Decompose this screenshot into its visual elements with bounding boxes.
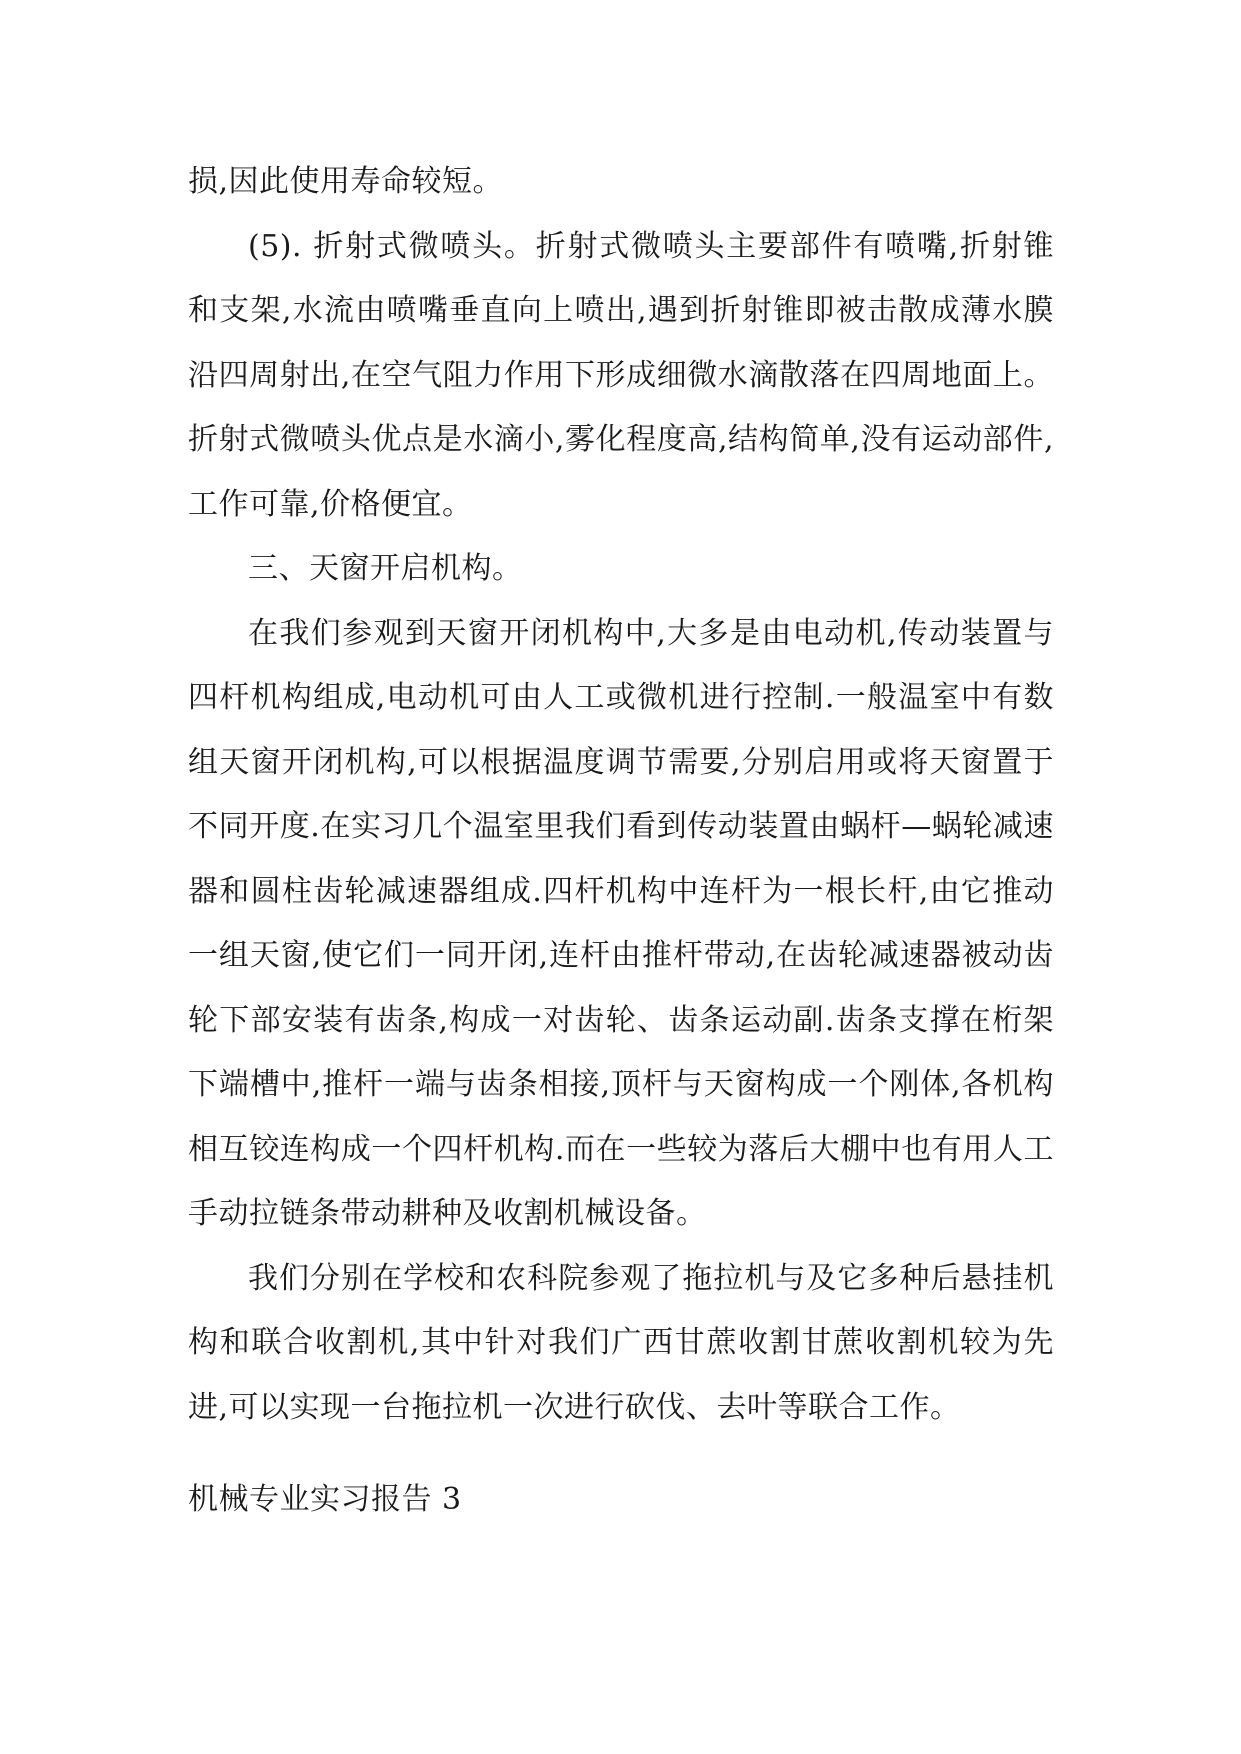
document-body bbox=[188, 150, 1054, 1440]
paragraph-refraction-sprinkler: (5). 折射式微喷头。折射式微喷头主要部件有喷嘴,折射锥和支架,水流由喷嘴垂直向上喷出,遇到折射锥即被击散成薄水膜沿四周射出,在空气阻力作用下形成细微水滴散落在四周地面上。折射式微喷头优点是水滴小,雾化程度高,结构简单,没有运动部件,工作可靠,价格便宜。 bbox=[188, 228, 1054, 522]
paragraph-tractor-visit: 我们分别在学校和农科院参观了拖拉机与及它多种后悬挂机构和联合收割机,其中针对我们广西甘蔗收割甘蔗收割机较为先进,可以实现一台拖拉机一次进行砍伐、去叶等联合工作。 bbox=[188, 1260, 1054, 1425]
report-title: 机械专业实习报告 3 bbox=[188, 1482, 462, 1517]
paragraph-continuation: 损,因此使用寿命较短。 bbox=[188, 164, 504, 199]
section-heading-skylight: 三、天窗开启机构。 bbox=[248, 551, 523, 586]
paragraph-skylight-mechanism: 在我们参观到天窗开闭机构中,大多是由电动机,传动装置与四杆机构组成,电动机可由人工或微机进行控制.一般温室中有数组天窗开闭机构,可以根据温度调节需要,分别启用或将天窗置于不同开度.在实习几个温室里我们看到传动装置由蜗杆—蜗轮减速器和圆柱齿轮减速器组成.四杆机构中连杆为一根长杆,由它推动一组天窗,使它们一同开闭,连杆由推杆带动,在齿轮减速器被动齿轮下部安装有齿条,构成一对齿轮、齿条运动副.齿条支撑在桁架下端槽中,推杆一端与齿条相接,顶杆与天窗构成一个刚体,各机构相互铰连构成一个四杆机构.而在一些较为落后大棚中也有用人工手动拉链条带动耕种及收割机械设备。 bbox=[188, 615, 1054, 1231]
